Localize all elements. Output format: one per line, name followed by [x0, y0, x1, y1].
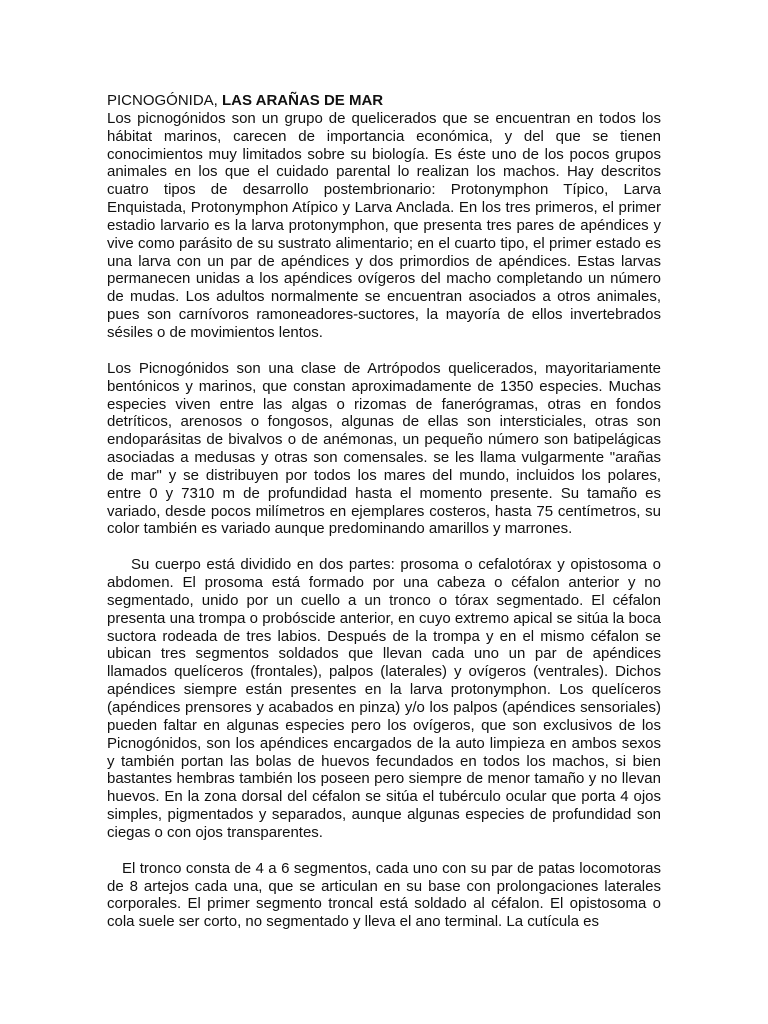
document-page: [107, 92, 661, 931]
title-plain: PICNOGÓNIDA,: [107, 92, 223, 109]
document-title: [107, 92, 661, 110]
title-bold: LAS ARAÑAS DE MAR: [222, 92, 384, 109]
paragraph-intro: Los picnogónidos son un grupo de quelicerados que se encuentran en todos los hábitat marinos, carecen de importancia económica, y del que se tienen conocimientos muy limitados sobre su biología. Es éste uno de los pocos grupos animales en los que el cuidado parental lo realizan los machos. Hay descritos cuatro tipos de desarrollo postembrionario: Protonymphon Típico, Larva Enquistada, Protonymphon Atípico y Larva Anclada. En los tres primeros, el primer estadio larvario es la larva protonymphon, que presenta tres pares de apéndices y vive como parásito de su sustrato alimentario; en el cuarto tipo, el primer estado es una larva con un par de apéndices y dos primordios de apéndices. Estas larvas permanecen unidas a los apéndices ovígeros del macho completando un número de mudas. Los adultos normalmente se encuentran asociados a otros animales, pues son carnívoros ramoneadores-suctores, la mayoría de ellos invertebrados sésiles o de movimientos lentos.: [107, 109, 661, 341]
paragraph-classification: Los Picnogónidos son una clase de Artrópodos quelicerados, mayoritariamente bentónicos y marinos, que constan aproximadamente de 1350 especies. Muchas especies viven entre las algas o rizomas de fanerógramas, otras en fondos detríticos, arenosos o fongosos, algunas de ellas son intersticiales, otras son endoparásitas de bivalvos o de anémonas, un pequeño número son batipelágicas asociadas a medusas y otras son comensales. se les llama vulgarmente "arañas de mar" y se distribuyen por todos los mares del mundo, incluidos los polares, entre 0 y 7310 m de profundidad hasta el momento presente. Su tamaño es variado, desde pocos milímetros en ejemplares costeros, hasta 75 centímetros, su color también es variado aunque predominando amarillos y marrones.: [107, 359, 661, 538]
paragraph-trunk: El tronco consta de 4 a 6 segmentos, cada uno con su par de patas locomotoras de 8 artejos cada una, que se articulan en su base con prolongaciones laterales corporales. El primer segmento troncal está soldado al céfalon. El opistosoma o cola suele ser corto, no segmentado y lleva el ano terminal. La cutícula es: [107, 859, 661, 931]
paragraph-body-structure: Su cuerpo está dividido en dos partes: prosoma o cefalotórax y opistosoma o abdomen. El prosoma está formado por una cabeza o céfalon anterior y no segmentado, unido por un cuello a un tronco o tórax segmentado. El céfalon presenta una trompa o probóscide anterior, en cuyo extremo apical se sitúa la boca suctora rodeada de tres labios. Después de la trompa y en el mismo céfalon se ubican tres segmentos soldados que llevan cada uno un par de apéndices llamados quelíceros (frontales), palpos (laterales) y ovígeros (ventrales). Dichos apéndices siempre están presentes en la larva protonymphon. Los quelíceros (apéndices prensores y acabados en pinza) y/o los palpos (apéndices sensoriales) pueden faltar en algunas especies pero los ovígeros, que son exclusivos de los Picnogónidos, son los apéndices encargados de la auto limpieza en ambos sexos y también portan las bolas de huevos fecundados en todos los machos, si bien bastantes hembras también los poseen pero siempre de menor tamaño y no llevan huevos. En la zona dorsal del céfalon se sitúa el tubérculo ocular que porta 4 ojos simples, pigmentados y separados, aunque algunas especies de profundidad son ciegas o con ojos transparentes.: [107, 556, 661, 841]
